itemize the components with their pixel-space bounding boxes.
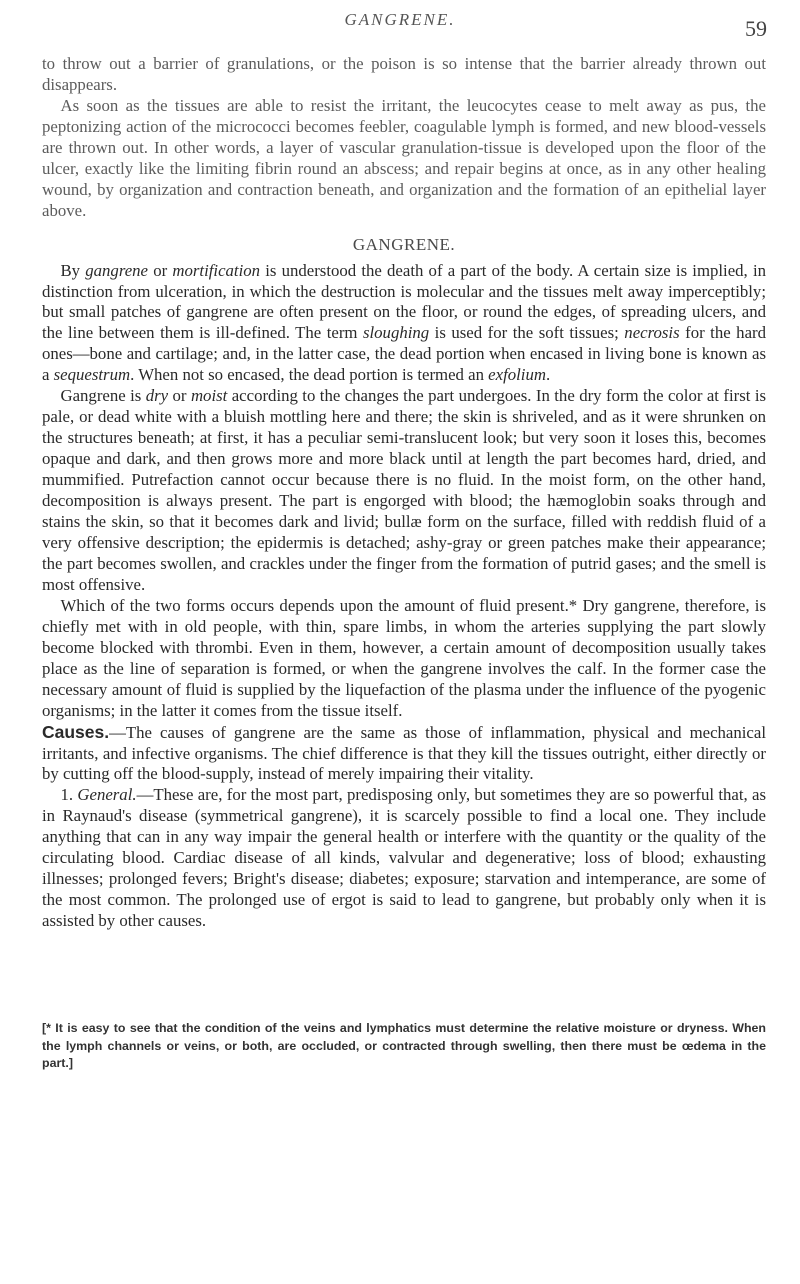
running-head: GANGRENE. [344,10,456,29]
causes-paragraph: Causes.—The causes of gangrene are the same as those of inflammation, physical and mechanical irritants, and infective organisms. The chief difference is that they kill the tissues outright, either directly or by cutting off the blood-supply, instead of merely impairing their vitality. [42,721,766,784]
term-exfolium: exfolium [488,365,546,385]
causes-heading: Causes. [42,721,110,742]
fluid-amount-paragraph: Which of the two forms occurs depends upon the amount of fluid present.* Dry gangrene, therefore, is chiefly met with in old people, with thin, spare limbs, in whom the arteries supplying the part slowly become blocked with thrombi. Even in them, however, a certain amount of decomposition usually takes place as the line of separation is formed, or when the gangrene involves the calf. In the former case the necessary amount of fluid is supplied by the liquefaction of the plasma under the influence of the pyogenic organisms; in the latter it comes from the tissue itself. [42,595,766,720]
section-heading-gangrene: GANGRENE. [352,234,456,254]
general-label: General. [77,785,137,805]
page-body [42,54,766,932]
general-causes-paragraph: 1. General.—These are, for the most part, predisposing only, but sometimes they are so powerful that, as in Raynaud's disease (symmetrical gangrene), it is scarcely possible to find a local one. They include anything that can in any way impair the general health or interfere with the quantity or the quality of the circulating blood. Cardiac disease of all kinds, valvular and degenerative; loss of blood; exhausting illnesses; prolonged fevers; Bright's disease; diabetes; exposure; starvation and intemperance, are some of the most common. The prolonged use of ergot is said to lead to gangrene, but probably only when it is assisted by other causes. [42,785,767,931]
term-dry: dry [145,386,169,406]
term-gangrene: gangrene [85,260,149,280]
term-sequestrum: sequestrum [53,365,131,385]
ulceration-continued-paragraph: to throw out a barrier of granulations, or the poison is so intense that the barrier already thrown out disappears. [42,54,766,94]
dry-moist-paragraph: Gangrene is dry or moist according to the changes the part undergoes. In the dry form the color at first is pale, or dead white with a bluish mottling here and there; the skin is shriveled, and as it were shrunken on the structures beneath; at first, it has a peculiar semi-translucent look; but very soon it loses this, becomes opaque and dark, and then grows more and more black until at length the part becomes hard, dried, and mummified. Putrefaction cannot occur because there is no fluid. In the moist form, on the other hand, decomposition is always present. The part is engorged with blood; the hæmoglobin soaks through and stains the skin, so that it becomes dark and livid; bullæ form on the surface, filled with reddish fluid of a very offensive description; the epidermis is detached; ashy-gray or green patches make their appearance; the part becomes swollen, and crackles under the finger from the formation of putrid gases; and the smell is most offensive. [42,386,767,594]
ulceration-repair-paragraph: As soon as the tissues are able to resist the irritant, the leucocytes cease to melt away as pus, the peptonizing action of the micrococci becomes feebler, coagulable lymph is formed, and new blood-vessels are thrown out. In other words, a layer of vascular granulation-tissue is developed upon the floor of the ulcer, exactly like the limiting fibrin round an abscess; and repair begins at once, as in any other healing wound, by organization and contraction beneath, and organization and the formation of an epithelial layer above. [42,95,766,220]
gangrene-definition-paragraph: By gangrene or mortification is understood the death of a part of the body. A certain size is implied, in distinction from ulceration, in which the destruction is molecular and the tissues melt away imperceptibly; but small patches of gangrene are often present on the floor, or round the edges, of spreading ulcers, and the line between them is ill-defined. The term sloughing is used for the soft tissues; necrosis for the hard ones—bone and cartilage; and, in the latter case, the dead portion when encased in living bone is known as a sequestrum. When not so encased, the dead portion is termed an exfolium. [42,260,766,385]
term-sloughing: sloughing [362,323,430,343]
page-number: 59 [745,16,767,41]
footnote: [* It is easy to see that the condition of the veins and lymphatics must determine the relative moisture or dryness. When the lymph channels or veins, or both, are occluded, or contracted through swelling, then there must be œdema in the part.] [42,1021,766,1071]
term-mortification: mortification [172,260,261,280]
term-necrosis: necrosis [624,323,680,343]
term-moist: moist [190,386,228,406]
page-header [0,0,800,40]
